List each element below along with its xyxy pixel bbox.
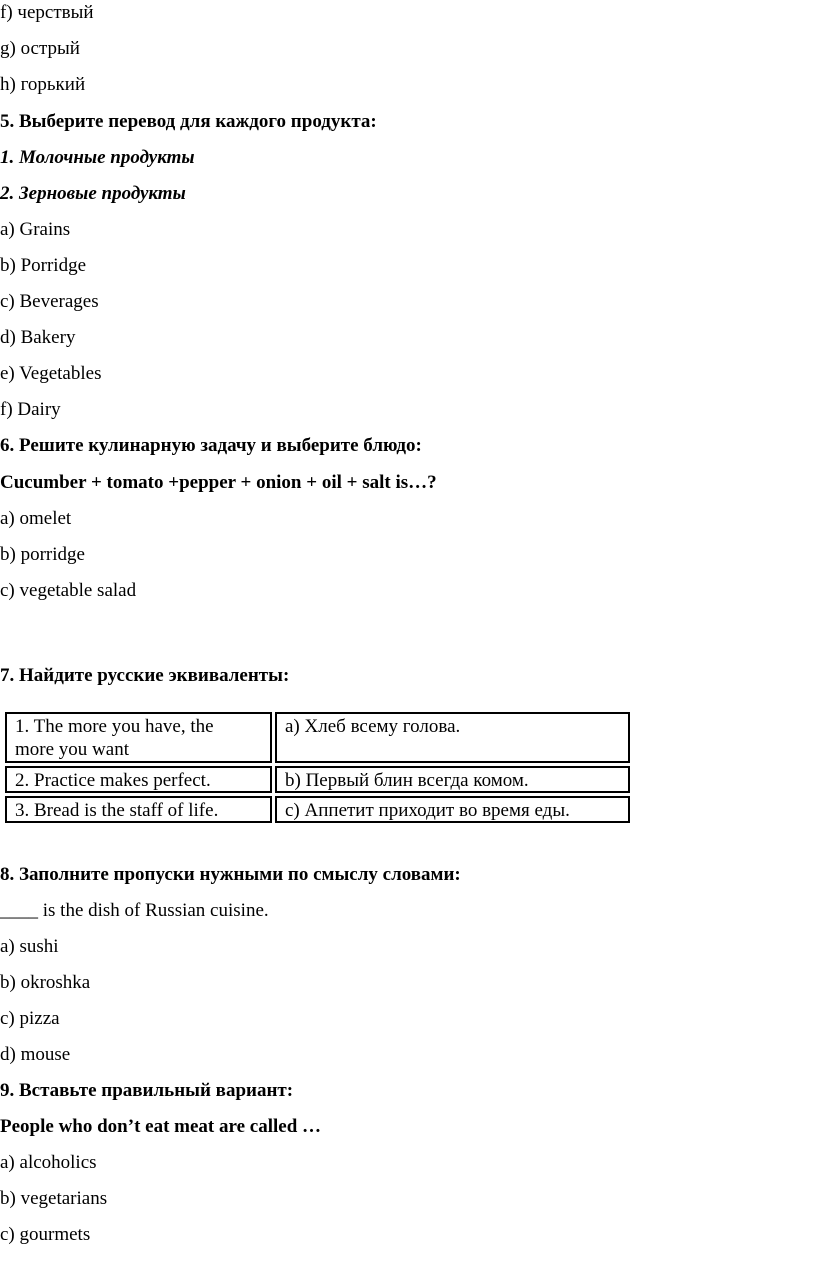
q6-question: Cucumber + tomato +pepper + onion + oil + salt is…?: [0, 472, 437, 493]
q8-title: 8. Заполните пропуски нужными по смыслу словами:: [0, 864, 461, 885]
q5-title: 5. Выберите перевод для каждого продукта:: [0, 111, 377, 132]
q7-row-2-left-text: 2. Practice makes perfect.: [15, 770, 211, 791]
q9-option-a: a) alcoholics: [0, 1152, 97, 1173]
q8-option-c: c) pizza: [0, 1008, 60, 1029]
q5-item-2: 2. Зерновые продукты: [0, 183, 186, 204]
q7-row-2-right-text: b) Первый блин всегда комом.: [285, 770, 529, 791]
q5-option-b: b) Porridge: [0, 255, 87, 276]
q8-option-d: d) mouse: [0, 1044, 71, 1065]
q7-row-1-right-text: a) Хлеб всему голова.: [285, 716, 461, 737]
q5-option-a: a) Grains: [0, 219, 71, 240]
q7-row-1-left-line2: more you want: [15, 739, 129, 760]
q5-option-f: f) Dairy: [0, 399, 61, 420]
q9-question: People who don’t eat meat are called …: [0, 1116, 322, 1137]
q7-row-3-left-text: 3. Bread is the staff of life.: [15, 800, 219, 821]
q7-row-3-right-text: c) Аппетит приходит во время еды.: [285, 800, 570, 821]
q4-option-g: g) острый: [0, 38, 80, 59]
q9-option-c: c) gourmets: [0, 1224, 91, 1245]
q6-option-a: a) omelet: [0, 508, 72, 529]
q7-row-3-left: [5, 796, 272, 823]
q7-title: 7. Найдите русские эквиваленты:: [0, 665, 290, 686]
q8-question: ____ is the dish of Russian cuisine.: [0, 900, 269, 921]
q9-option-b: b) vegetarians: [0, 1188, 108, 1209]
q6-option-b: b) porridge: [0, 544, 85, 565]
q4-option-h: h) горький: [0, 74, 86, 95]
q8-option-b: b) okroshka: [0, 972, 91, 993]
q5-option-e: e) Vegetables: [0, 363, 102, 384]
q5-item-1: 1. Молочные продукты: [0, 147, 195, 168]
q7-row-3-right: [275, 796, 630, 823]
q6-title: 6. Решите кулинарную задачу и выберите блюдо:: [0, 435, 422, 456]
q7-row-1-right: [275, 712, 630, 763]
q7-row-2-left: [5, 766, 272, 793]
q5-option-c: c) Beverages: [0, 291, 99, 312]
q7-row-1-left: [5, 712, 272, 763]
q7-row-1-left-line1: 1. The more you have, the: [15, 716, 214, 737]
q9-title: 9. Вставьте правильный вариант:: [0, 1080, 294, 1101]
q7-row-2-right: [275, 766, 630, 793]
q5-option-d: d) Bakery: [0, 327, 76, 348]
q4-option-f: f) черствый: [0, 2, 94, 23]
q8-option-a: a) sushi: [0, 936, 59, 957]
q6-option-c: c) vegetable salad: [0, 580, 137, 601]
